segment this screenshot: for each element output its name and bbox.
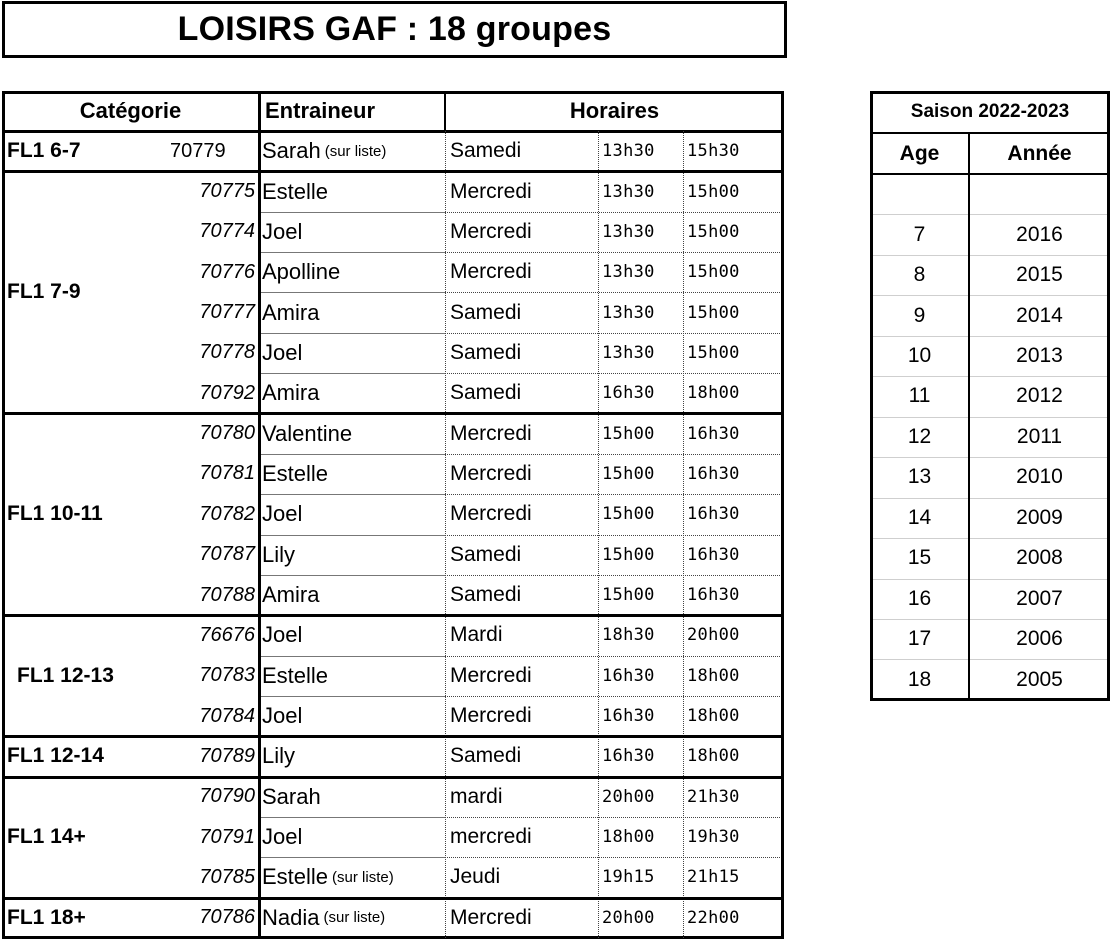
start-time: 15h00 <box>602 544 655 565</box>
category-label: FL1 18+ <box>7 905 86 929</box>
row-divider <box>445 817 784 818</box>
table-border-right <box>781 91 784 938</box>
start-time: 20h00 <box>602 907 655 928</box>
season-col-border <box>968 133 970 700</box>
coach-name <box>259 413 445 453</box>
session-day: Samedi <box>450 381 522 405</box>
row-divider <box>873 619 1107 620</box>
group-code: 70790 <box>199 785 255 808</box>
session-day: Samedi <box>450 744 522 768</box>
end-time: 21h15 <box>687 867 740 888</box>
end-time: 18h00 <box>687 383 740 404</box>
end-time: 18h00 <box>687 706 740 727</box>
row-divider <box>259 575 445 576</box>
session-day: Mercredi <box>450 461 532 485</box>
year-value: 2015 <box>1016 263 1063 287</box>
coach-label: Estelle <box>262 864 329 890</box>
col-border-day <box>444 91 446 131</box>
start-time: 19h15 <box>602 867 655 888</box>
session-day: Samedi <box>450 139 522 163</box>
group-code: 70783 <box>199 664 255 687</box>
end-time: 16h30 <box>687 585 740 606</box>
start-time: 13h30 <box>602 221 655 242</box>
row-divider <box>259 373 445 374</box>
coach-label: Lily <box>262 743 296 769</box>
end-time: 19h30 <box>687 827 740 848</box>
session-day: Mercredi <box>450 704 532 728</box>
session-day: Samedi <box>450 542 522 566</box>
group-border <box>2 614 784 617</box>
season-border-bottom <box>870 698 1110 701</box>
row-divider <box>873 538 1107 539</box>
year-value <box>969 174 1110 214</box>
group-code: 70782 <box>199 502 255 525</box>
group-border <box>2 897 784 900</box>
season-title: Saison 2022-2023 <box>910 101 1070 122</box>
coach-name <box>259 494 445 534</box>
session-day: Mercredi <box>450 663 532 687</box>
group-code: 70784 <box>199 704 255 727</box>
header-categorie: Catégorie <box>79 98 182 123</box>
row-divider <box>445 212 784 213</box>
start-time: 20h00 <box>602 786 655 807</box>
row-divider <box>873 214 1107 215</box>
year-value: 2005 <box>1016 667 1063 691</box>
coach-name <box>259 777 445 817</box>
group-code: 70786 <box>199 906 255 929</box>
row-divider <box>445 857 784 858</box>
row-divider <box>259 696 445 697</box>
coach-label: Nadia <box>262 904 320 930</box>
row-divider <box>259 212 445 213</box>
season-header-annee: Année <box>1007 141 1072 165</box>
age-value: 12 <box>907 424 932 448</box>
row-divider <box>259 656 445 657</box>
coach-label: Valentine <box>262 420 353 446</box>
row-divider <box>445 535 784 536</box>
row-divider <box>259 454 445 455</box>
start-time: 15h00 <box>602 463 655 484</box>
row-divider <box>873 417 1107 418</box>
group-code: 76676 <box>199 623 255 646</box>
col-border-coach <box>258 91 261 938</box>
row-divider <box>873 336 1107 337</box>
age-value: 10 <box>907 344 932 368</box>
group-border <box>2 776 784 779</box>
start-time: 13h30 <box>602 181 655 202</box>
page-title: LOISIRS GAF : 18 groupes <box>2 1 787 58</box>
coach-label: Apolline <box>262 259 341 285</box>
end-time: 15h00 <box>687 302 740 323</box>
start-time: 13h30 <box>602 262 655 283</box>
year-value: 2011 <box>1016 424 1063 448</box>
group-code: 70774 <box>199 220 255 243</box>
end-time: 16h30 <box>687 544 740 565</box>
row-divider <box>259 857 445 858</box>
end-time: 15h00 <box>687 342 740 363</box>
session-day: Mercredi <box>450 219 532 243</box>
row-divider <box>259 494 445 495</box>
row-divider <box>445 333 784 334</box>
year-value: 2016 <box>1016 222 1063 246</box>
age-value: 11 <box>908 384 931 408</box>
col-border-end <box>683 131 684 938</box>
coach-label: Lily <box>262 541 296 567</box>
coach-label: Joel <box>262 622 303 648</box>
category-label: FL1 6-7 <box>7 139 81 163</box>
session-day: Mercredi <box>450 421 532 445</box>
coach-name <box>259 857 445 897</box>
category-label: FL1 7-9 <box>7 280 81 304</box>
group-code: 70785 <box>199 865 255 888</box>
coach-label: Estelle <box>262 460 329 486</box>
group-border <box>2 412 784 415</box>
session-day: Samedi <box>450 583 522 607</box>
group-code: 70780 <box>199 422 255 445</box>
age-value: 9 <box>913 303 926 327</box>
coach-label: Joel <box>262 218 303 244</box>
session-day: Mercredi <box>450 905 532 929</box>
category-label: FL1 14+ <box>7 825 86 849</box>
waitlist-note: (sur liste) <box>323 909 386 927</box>
row-divider <box>445 494 784 495</box>
header-entraineur: Entraineur <box>265 98 376 123</box>
end-time: 18h00 <box>687 746 740 767</box>
coach-label: Amira <box>262 380 320 406</box>
end-time: 16h30 <box>687 504 740 525</box>
row-divider <box>445 454 784 455</box>
row-divider <box>445 575 784 576</box>
waitlist-note: (sur liste) <box>332 868 394 886</box>
row-divider <box>445 252 784 253</box>
session-day: Mercredi <box>450 502 532 526</box>
year-value: 2007 <box>1016 586 1063 610</box>
col-border-start <box>598 131 599 938</box>
coach-name <box>259 817 445 857</box>
group-code: 70787 <box>199 543 255 566</box>
start-time: 15h00 <box>602 504 655 525</box>
end-time: 20h00 <box>687 625 740 646</box>
session-day: Samedi <box>450 340 522 364</box>
group-border <box>2 735 784 738</box>
row-divider <box>445 373 784 374</box>
season-title-border <box>870 132 1110 134</box>
session-day: Samedi <box>450 300 522 324</box>
group-code: 70777 <box>199 301 255 324</box>
coach-name <box>259 292 445 332</box>
row-divider <box>445 292 784 293</box>
session-day: Mercredi <box>450 260 532 284</box>
start-time: 15h00 <box>602 423 655 444</box>
row-divider <box>873 376 1107 377</box>
coach-label: Joel <box>262 339 303 365</box>
header-bottom-border <box>2 130 784 133</box>
table-border-bottom <box>2 936 784 939</box>
session-day: mercredi <box>450 825 532 849</box>
year-value: 2009 <box>1016 505 1063 529</box>
coach-label: Joel <box>262 501 303 527</box>
coach-label: Sarah <box>262 783 321 809</box>
start-time: 16h30 <box>602 665 655 686</box>
waitlist-note: (sur liste) <box>324 142 387 160</box>
coach-label: Amira <box>262 299 320 325</box>
row-divider <box>259 292 445 293</box>
group-code: 70779 <box>170 139 226 162</box>
row-divider <box>873 579 1107 580</box>
row-divider <box>445 696 784 697</box>
end-time: 16h30 <box>687 423 740 444</box>
coach-name <box>259 656 445 696</box>
table-border-top <box>2 91 784 94</box>
age-value: 17 <box>907 627 932 651</box>
coach-name <box>259 696 445 736</box>
coach-label: Estelle <box>262 662 329 688</box>
session-day: Jeudi <box>450 865 501 889</box>
year-value: 2008 <box>1016 546 1063 570</box>
year-value: 2006 <box>1016 627 1063 651</box>
end-time: 15h00 <box>687 262 740 283</box>
age-value: 8 <box>913 263 926 287</box>
coach-name <box>259 535 445 575</box>
coach-name <box>259 171 445 211</box>
end-time: 15h00 <box>687 181 740 202</box>
group-code: 70775 <box>199 180 255 203</box>
row-divider <box>873 295 1107 296</box>
season-table <box>870 91 1110 700</box>
start-time: 13h30 <box>602 342 655 363</box>
row-divider <box>873 457 1107 458</box>
year-value: 2014 <box>1016 303 1063 327</box>
start-time: 16h30 <box>602 706 655 727</box>
group-code: 70778 <box>199 341 255 364</box>
end-time: 21h30 <box>687 786 740 807</box>
row-divider <box>259 252 445 253</box>
row-divider <box>873 498 1107 499</box>
coach-name <box>259 615 445 655</box>
age-value: 15 <box>907 546 932 570</box>
age-value: 14 <box>907 505 932 529</box>
year-value: 2012 <box>1016 384 1063 408</box>
category-label: FL1 12-13 <box>17 663 114 687</box>
season-header-age: Age <box>899 141 940 165</box>
row-divider <box>259 535 445 536</box>
col-border-day-dotted <box>445 131 446 938</box>
coach-name <box>259 898 445 938</box>
group-code: 70792 <box>199 381 255 404</box>
end-time: 15h30 <box>687 141 740 162</box>
start-time: 13h30 <box>602 302 655 323</box>
start-time: 18h00 <box>602 827 655 848</box>
end-time: 18h00 <box>687 665 740 686</box>
coach-label: Joel <box>262 703 303 729</box>
group-border <box>2 170 784 173</box>
coach-name <box>259 212 445 252</box>
session-day: Mercredi <box>450 179 532 203</box>
row-divider <box>873 659 1107 660</box>
coach-name <box>259 736 445 776</box>
row-divider <box>259 817 445 818</box>
session-day: Mardi <box>450 623 503 647</box>
coach-name <box>259 373 445 413</box>
group-code: 70776 <box>199 260 255 283</box>
year-value: 2010 <box>1016 465 1063 489</box>
age-value <box>870 174 969 214</box>
age-value: 16 <box>907 586 932 610</box>
session-day: mardi <box>450 784 503 808</box>
coach-name <box>259 252 445 292</box>
row-divider <box>259 333 445 334</box>
table-border-left <box>2 91 5 938</box>
end-time: 15h00 <box>687 221 740 242</box>
age-value: 18 <box>907 667 932 691</box>
group-code: 70788 <box>199 583 255 606</box>
group-code: 70781 <box>199 462 255 485</box>
age-value: 7 <box>913 222 926 246</box>
season-border-left <box>870 91 873 700</box>
start-time: 13h30 <box>602 141 655 162</box>
group-code: 70791 <box>199 825 255 848</box>
start-time: 15h00 <box>602 585 655 606</box>
start-time: 16h30 <box>602 383 655 404</box>
start-time: 16h30 <box>602 746 655 767</box>
coach-label: Joel <box>262 824 303 850</box>
season-header-border <box>870 173 1110 175</box>
coach-name <box>259 575 445 615</box>
end-time: 16h30 <box>687 463 740 484</box>
header-horaires: Horaires <box>569 98 660 123</box>
age-value: 13 <box>907 465 932 489</box>
row-divider <box>445 656 784 657</box>
category-label: FL1 12-14 <box>7 744 104 768</box>
coach-name <box>259 454 445 494</box>
category-label: FL1 10-11 <box>7 502 103 526</box>
group-code: 70789 <box>199 744 255 767</box>
coach-name <box>259 131 445 171</box>
coach-label: Amira <box>262 582 320 608</box>
year-value: 2013 <box>1016 344 1063 368</box>
coach-name <box>259 333 445 373</box>
schedule-table <box>2 91 784 942</box>
row-divider <box>873 255 1107 256</box>
coach-label: Estelle <box>262 178 329 204</box>
season-border-top <box>870 91 1110 94</box>
start-time: 18h30 <box>602 625 655 646</box>
end-time: 22h00 <box>687 907 740 928</box>
coach-label: Sarah <box>262 138 321 164</box>
